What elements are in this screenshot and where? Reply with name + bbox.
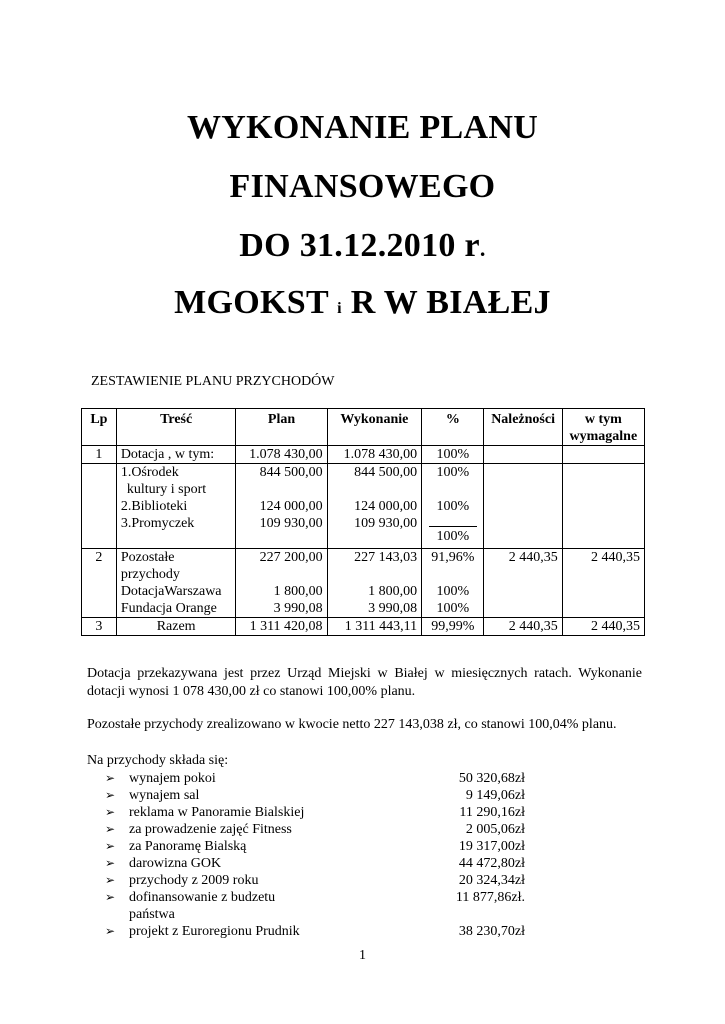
sub-item-wykonanie: 844 500,00 [354,465,418,480]
financial-table [81,408,645,636]
item-label: reklama w Panoramie Bialskiej [129,805,305,820]
cell-tresc [116,464,236,549]
sub-item-plan: 3 990,08 [273,601,323,616]
cell-percent [422,549,484,618]
cell-wymagalne [562,446,644,464]
cell-wykonanie [327,549,422,618]
item-amount: 19 317,00zł [458,839,525,854]
cell-naleznosci [484,464,562,549]
cell-plan: 1 311 420,08 [236,618,327,636]
cell-percent: 99,99% [422,618,484,636]
cell-tresc [116,549,236,618]
table-row [82,446,645,464]
list-item [105,889,525,923]
sub-item-wykonanie: 124 000,00 [354,499,418,514]
title-line-3 [0,226,725,269]
title-line-4-b: R W BIAŁEJ [350,284,551,321]
title-line-2: FINANSOWEGO [229,168,496,205]
list-item [105,770,525,787]
item-amount: 38 230,70zł [458,924,525,939]
cell-wymagalne: 2 440,35 [562,618,644,636]
cell-lp [82,464,117,549]
table-header-row [82,409,645,446]
table-row-total [82,618,645,636]
sub-item-plan: 1 800,00 [273,584,323,599]
item-label: projekt z Euroregionu Prudnik [129,924,300,939]
paragraph-sklad: Na przychody składa się: [87,753,229,768]
arrowhead-bullet-icon: ➢ [105,839,116,853]
paragraph-pozostale: Pozostałe przychody zrealizowano w kwocie netto 227 143,038 zł, co stanowi 100,04% planu. [87,717,617,732]
item-label: przychody z 2009 roku [129,873,259,888]
paragraph-dotacja: Dotacja przekazywana jest przez Urząd Miejski w Białej w miesięcznych ratach. Wykonanie dotacji wynosi 1 078 430,00 zł co stanowi 100,00% planu. [87,666,642,699]
list-item [105,872,525,889]
sub-item-wykonanie: 3 990,08 [368,601,418,616]
sub-item-wykonanie: 1 800,00 [368,584,418,599]
cell-naleznosci: 2 440,35 [484,549,562,618]
sub-item-percent: 100% [436,465,470,480]
underline-divider [429,526,477,527]
item-label: za Panoramę Bialską [129,839,247,854]
table-row [82,549,645,618]
sub-item-label: przychody [120,567,180,582]
sub-item-percent: 91,96% [431,550,475,565]
arrowhead-bullet-icon: ➢ [105,771,116,785]
arrowhead-bullet-icon: ➢ [105,822,116,836]
sub-item-label: 3.Promyczek [120,516,195,531]
sub-item-label: 1.Ośrodek [120,465,179,480]
cell-wymagalne: 2 440,35 [562,549,644,618]
sub-item-wykonanie: 109 930,00 [354,516,418,531]
sub-item-label: Fundacja Orange [120,601,217,616]
arrowhead-bullet-icon: ➢ [105,856,116,870]
list-item [105,923,525,940]
cell-wykonanie: 1 311 443,11 [327,618,422,636]
cell-naleznosci [484,446,562,464]
cell-lp: 2 [82,549,117,618]
item-label: za prowadzenie zajęć Fitness [129,822,292,837]
cell-percent: 100% [422,446,484,464]
item-label: dofinansowanie z budzetu [129,890,276,905]
header-tresc: Treść [116,409,236,446]
sub-item-percent: 100% [436,601,470,616]
item-amount: 11 290,16zł [459,805,525,820]
cell-plan: 1.078 430,00 [236,446,327,464]
sub-item-label: kultury i sport [126,482,207,497]
item-label-continued: państwa [129,907,175,922]
item-amount: 50 320,68zł [458,771,525,786]
cell-lp: 3 [82,618,117,636]
cell-lp: 1 [82,446,117,464]
sub-item-plan: 844 500,00 [259,465,323,480]
sub-item-label: Pozostałe [120,550,175,565]
list-item [105,855,525,872]
title-line-3-dot: . [479,236,486,261]
arrowhead-bullet-icon: ➢ [105,890,116,904]
header-wymagalne: w tym wymagalne [562,409,644,446]
cell-wymagalne [562,464,644,549]
item-amount: 2 005,06zł [465,822,525,837]
table-subtitle: ZESTAWIENIE PLANU PRZYCHODÓW [91,374,335,389]
sub-item-percent: 100% [436,584,470,599]
list-item [105,804,525,821]
title-line-4 [0,283,725,329]
list-item [105,821,525,838]
income-list [105,770,525,940]
sub-item-plan: 109 930,00 [259,516,323,531]
sub-item-label: 2.Biblioteki [120,499,188,514]
page-number: 1 [359,948,366,963]
cell-percent [422,464,484,549]
item-amount: 11 877,86zł. [455,890,525,905]
cell-naleznosci: 2 440,35 [484,618,562,636]
arrowhead-bullet-icon: ➢ [105,788,116,802]
sub-item-percent: 100% [436,499,470,514]
item-amount: 9 149,06zł [465,788,525,803]
cell-plan [236,464,327,549]
cell-wykonanie: 1.078 430,00 [327,446,422,464]
table-row [82,464,645,549]
cell-tresc: Razem [116,618,236,636]
list-item [105,838,525,855]
cell-tresc: Dotacja , w tym: [116,446,236,464]
header-plan: Plan [236,409,327,446]
title-line-4-i: i [337,300,342,317]
item-label: darowizna GOK [129,856,222,871]
cell-plan [236,549,327,618]
item-label: wynajem pokoi [129,771,216,786]
header-naleznosci: Należności [484,409,562,446]
sub-item-percent: 100% [436,529,470,544]
sub-item-plan: 227 200,00 [259,550,323,565]
arrowhead-bullet-icon: ➢ [105,873,116,887]
sub-item-wykonanie: 227 143,03 [354,550,418,565]
header-lp: Lp [82,409,117,446]
item-label: wynajem sal [129,788,200,803]
cell-wykonanie [327,464,422,549]
title-line-4-a: MGOKST [174,284,329,321]
item-amount: 20 324,34zł [458,873,525,888]
header-wykonanie: Wykonanie [327,409,422,446]
header-percent: % [422,409,484,446]
title-line-3-main: DO 31.12.2010 r [239,227,480,264]
arrowhead-bullet-icon: ➢ [105,924,116,938]
item-amount: 44 472,80zł [458,856,525,871]
sub-item-plan: 124 000,00 [259,499,323,514]
list-item [105,787,525,804]
arrowhead-bullet-icon: ➢ [105,805,116,819]
sub-item-label: DotacjaWarszawa [120,584,222,599]
title-line-1: WYKONANIE PLANU [186,109,539,146]
